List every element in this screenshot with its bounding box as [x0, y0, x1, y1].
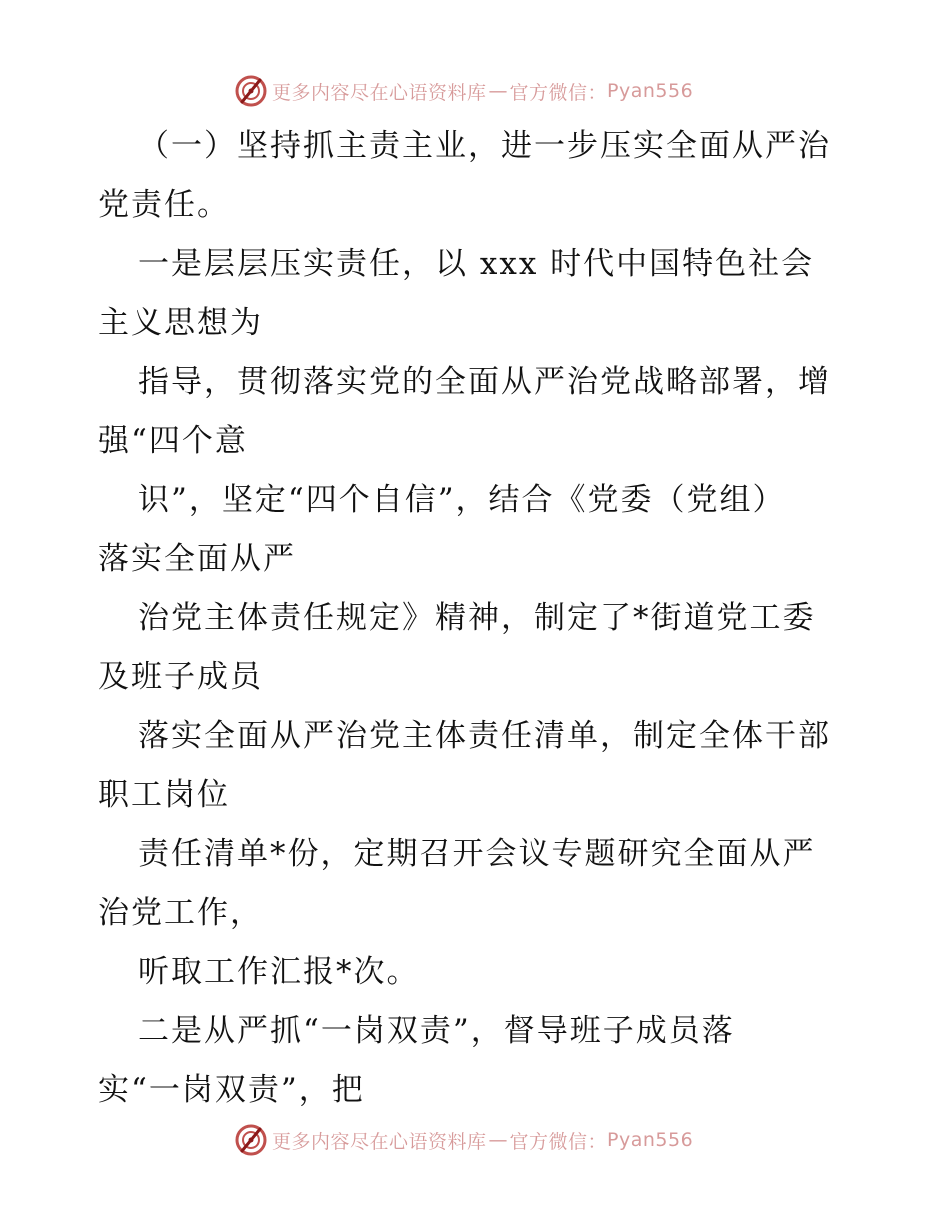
- body-line-7: 识”，坚定“四个自信”，结合《党委（党组）: [138, 482, 786, 518]
- body-line-16: 二是从严抓“一岗双责”，督导班子成员落: [138, 1013, 735, 1049]
- body-line-11: 落实全面从严治党主体责任清单，制定全体干部: [138, 718, 831, 754]
- body-line-1: （一）坚持抓主责主业，进一步压实全面从严治: [138, 128, 831, 164]
- body-line-17: 实“一岗双责”，把: [98, 1072, 365, 1108]
- logo-icon: [234, 1123, 268, 1157]
- watermark-dash: —: [488, 1129, 508, 1151]
- body-line-9: 治党主体责任规定》精神，制定了*街道党工委: [138, 600, 816, 636]
- watermark-account: Pyan556: [607, 1129, 694, 1151]
- body-line-3: 一是层层压实责任，以 xxx 时代中国特色社会: [138, 246, 815, 282]
- body-line-14: 治党工作，: [98, 895, 263, 931]
- body-line-6: 强“四个意: [98, 423, 248, 459]
- watermark-text: 更多内容尽在心语资料库: [272, 1130, 487, 1153]
- body-line-2: 党责任。: [98, 187, 230, 223]
- watermark-dash: —: [488, 80, 508, 102]
- body-line-8: 落实全面从严: [98, 541, 296, 577]
- body-line-4: 主义思想为: [98, 305, 263, 341]
- watermark-footer: [234, 1122, 693, 1158]
- watermark-official-label: 官方微信：: [509, 1130, 608, 1153]
- body-line-5: 指导，贯彻落实党的全面从严治党战略部署，增: [138, 364, 831, 400]
- body-line-12: 职工岗位: [98, 777, 230, 813]
- body-line-10: 及班子成员: [98, 659, 263, 695]
- watermark-official-label: 官方微信：: [509, 81, 608, 104]
- watermark-account: Pyan556: [607, 80, 694, 102]
- body-line-13: 责任清单*份，定期召开会议专题研究全面从严: [138, 836, 816, 872]
- watermark-text: 更多内容尽在心语资料库: [272, 81, 487, 104]
- body-line-15: 听取工作汇报*次。: [138, 954, 420, 990]
